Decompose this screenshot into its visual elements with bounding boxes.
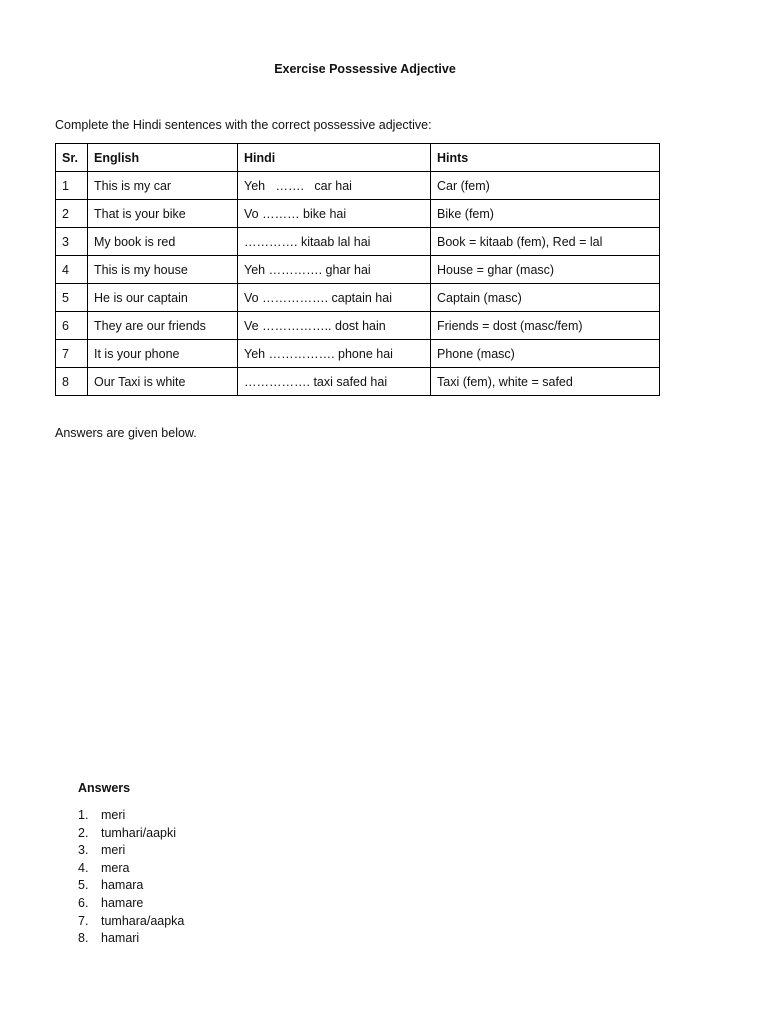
- cell-english: It is your phone: [88, 340, 238, 368]
- cell-hint: Book = kitaab (fem), Red = lal: [431, 228, 660, 256]
- cell-sr: 6: [56, 312, 88, 340]
- answer-number: 4.: [78, 860, 89, 875]
- table-row: [56, 200, 660, 228]
- header-sr: Sr.: [56, 144, 88, 172]
- cell-hint: Captain (masc): [431, 284, 660, 312]
- list-item: [78, 807, 184, 825]
- header-hints: Hints: [431, 144, 660, 172]
- answer-number: 5.: [78, 878, 89, 893]
- list-item: [78, 825, 184, 843]
- cell-sr: 7: [56, 340, 88, 368]
- cell-hint: Car (fem): [431, 172, 660, 200]
- answer-text: meri: [101, 843, 126, 858]
- table-row: [56, 284, 660, 312]
- cell-hint: Friends = dost (masc/fem): [431, 312, 660, 340]
- cell-hindi: …………. kitaab lal hai: [238, 228, 431, 256]
- list-item: [78, 895, 184, 913]
- page-title: Exercise Possessive Adjective: [274, 62, 456, 76]
- cell-hindi: Vo ……… bike hai: [238, 200, 431, 228]
- cell-hindi: Yeh ……………. phone hai: [238, 340, 431, 368]
- answer-text: tumhara/aapka: [101, 913, 185, 928]
- list-item: [78, 913, 184, 931]
- table-row: [56, 312, 660, 340]
- cell-sr: 2: [56, 200, 88, 228]
- instructions-text: Complete the Hindi sentences with the correct possessive adjective:: [55, 118, 432, 132]
- answer-text: hamara: [101, 878, 144, 893]
- header-hindi: Hindi: [238, 144, 431, 172]
- table-row: [56, 228, 660, 256]
- cell-english: This is my car: [88, 172, 238, 200]
- cell-english: That is your bike: [88, 200, 238, 228]
- answer-text: mera: [101, 860, 130, 875]
- table-row: [56, 340, 660, 368]
- answer-number: 1.: [78, 808, 89, 822]
- answer-number: 6.: [78, 895, 89, 910]
- cell-hint: Bike (fem): [431, 200, 660, 228]
- cell-hindi: Yeh ……. car hai: [238, 172, 431, 200]
- answers-note: Answers are given below.: [55, 426, 197, 440]
- cell-hint: House = ghar (masc): [431, 256, 660, 284]
- exercise-table: [55, 143, 660, 396]
- cell-hint: Phone (masc): [431, 340, 660, 368]
- cell-hint: Taxi (fem), white = safed: [431, 368, 660, 396]
- table-header-row: [56, 144, 660, 172]
- cell-hindi: Ve …………….. dost hain: [238, 312, 431, 340]
- answer-number: 2.: [78, 825, 89, 840]
- answers-heading: Answers: [78, 781, 131, 795]
- cell-english: This is my house: [88, 256, 238, 284]
- cell-hindi: Vo ……………. captain hai: [238, 284, 431, 312]
- answer-text: tumhari/aapki: [101, 825, 177, 840]
- table-row: [56, 256, 660, 284]
- list-item: [78, 842, 184, 860]
- answer-text: meri: [101, 808, 126, 822]
- cell-english: They are our friends: [88, 312, 238, 340]
- cell-english: He is our captain: [88, 284, 238, 312]
- list-item: [78, 860, 184, 878]
- cell-sr: 1: [56, 172, 88, 200]
- list-item: [78, 930, 184, 948]
- header-english: English: [88, 144, 238, 172]
- answer-number: 3.: [78, 843, 89, 858]
- answer-number: 8.: [78, 931, 89, 946]
- list-item: [78, 877, 184, 895]
- cell-sr: 5: [56, 284, 88, 312]
- table-row: [56, 172, 660, 200]
- answer-list: [78, 807, 184, 948]
- answer-text: hamari: [101, 931, 140, 946]
- cell-english: My book is red: [88, 228, 238, 256]
- cell-sr: 3: [56, 228, 88, 256]
- answer-text: hamare: [101, 895, 144, 910]
- answer-number: 7.: [78, 913, 89, 928]
- cell-hindi: ……………. taxi safed hai: [238, 368, 431, 396]
- cell-hindi: Yeh …………. ghar hai: [238, 256, 431, 284]
- cell-sr: 8: [56, 368, 88, 396]
- cell-english: Our Taxi is white: [88, 368, 238, 396]
- cell-sr: 4: [56, 256, 88, 284]
- table-row: [56, 368, 660, 396]
